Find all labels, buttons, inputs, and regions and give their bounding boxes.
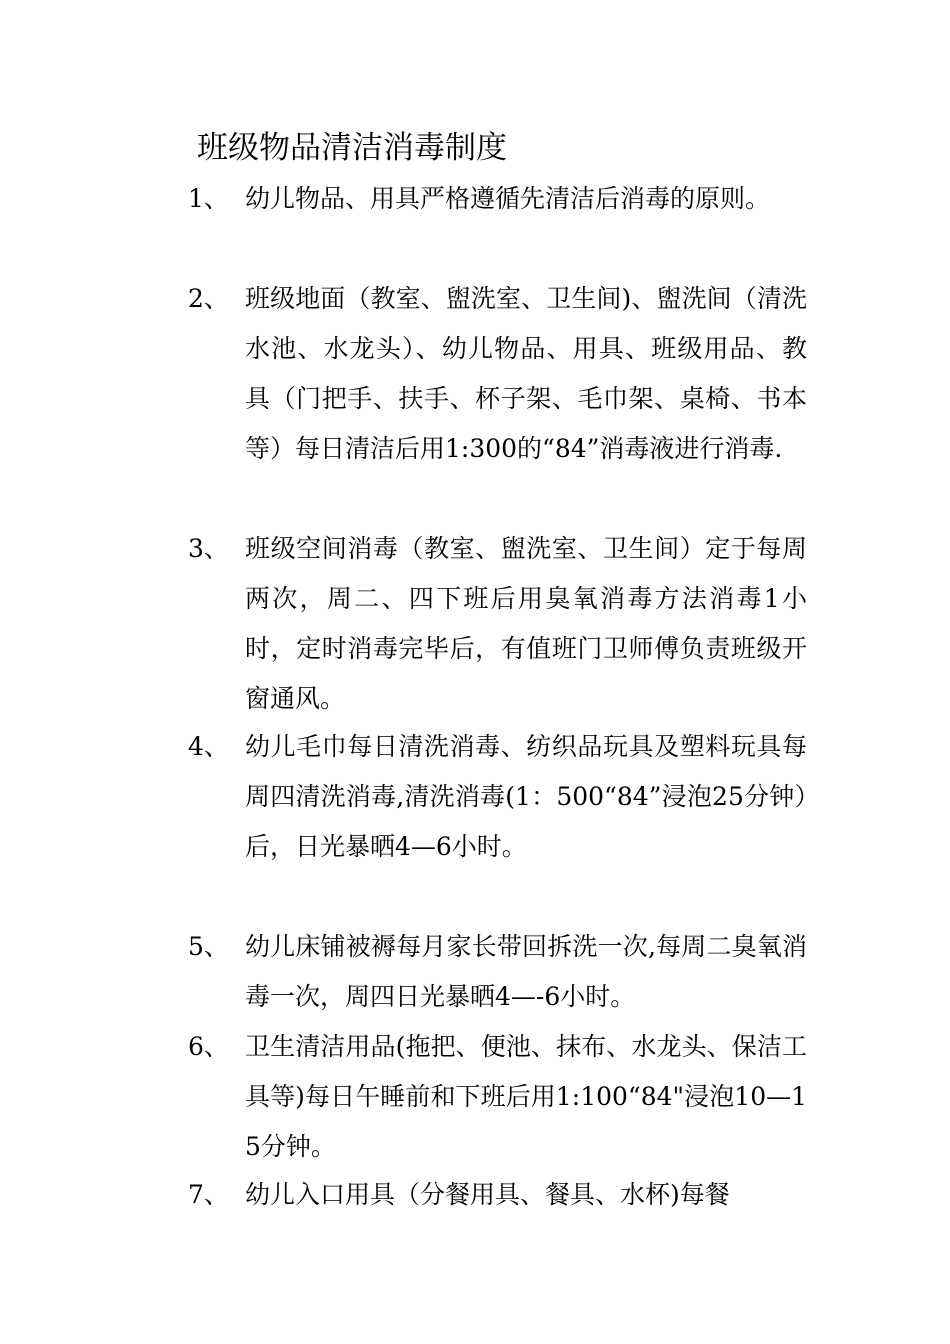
- item-text: 卫生清洁用品(拖把、便池、抹布、水龙头、保洁工具等)每日午睡前和下班后用1:100“84"浸泡10—15分钟。: [245, 1032, 807, 1161]
- item-number: 2、: [188, 284, 229, 313]
- item-text: 班级地面（教室、盥洗室、卫生间)、盥洗间（清洗水池、水龙头）、幼儿物品、用具、班级用品、教具（门把手、扶手、杯子架、毛巾架、桌椅、书本等）每日清洁后用1:300的“84”消毒液进行消毒.: [245, 284, 807, 463]
- item-number: 4、: [188, 732, 229, 761]
- item-text: 幼儿入口用具（分餐用具、餐具、水杯)每餐: [245, 1180, 730, 1209]
- document-title: 班级物品清洁消毒制度: [197, 130, 507, 166]
- item-text: 幼儿毛巾每日清洗消毒、纺织品玩具及塑料玩具每周四清洗消毒,清洗消毒(1：500“84”浸泡25分钟）后，日光暴晒4—6小时。: [245, 732, 807, 861]
- item-number: 7、: [188, 1180, 229, 1209]
- item-number: 3、: [188, 534, 229, 563]
- item-text: 幼儿床铺被褥每月家长带回拆洗一次,每周二臭氧消毒一次，周四日光暴晒4—-6小时。: [245, 932, 807, 1011]
- item-text: 幼儿物品、用具严格遵循先清洁后消毒的原则。: [245, 184, 771, 213]
- item-number: 6、: [188, 1032, 229, 1061]
- item-number: 5、: [188, 932, 229, 961]
- item-number: 1、: [188, 184, 229, 213]
- item-text: 班级空间消毒（教室、盥洗室、卫生间）定于每周两次，周二、四下班后用臭氧消毒方法消毒1小时，定时消毒完毕后，有值班门卫师傅负责班级开窗通风。: [245, 534, 807, 713]
